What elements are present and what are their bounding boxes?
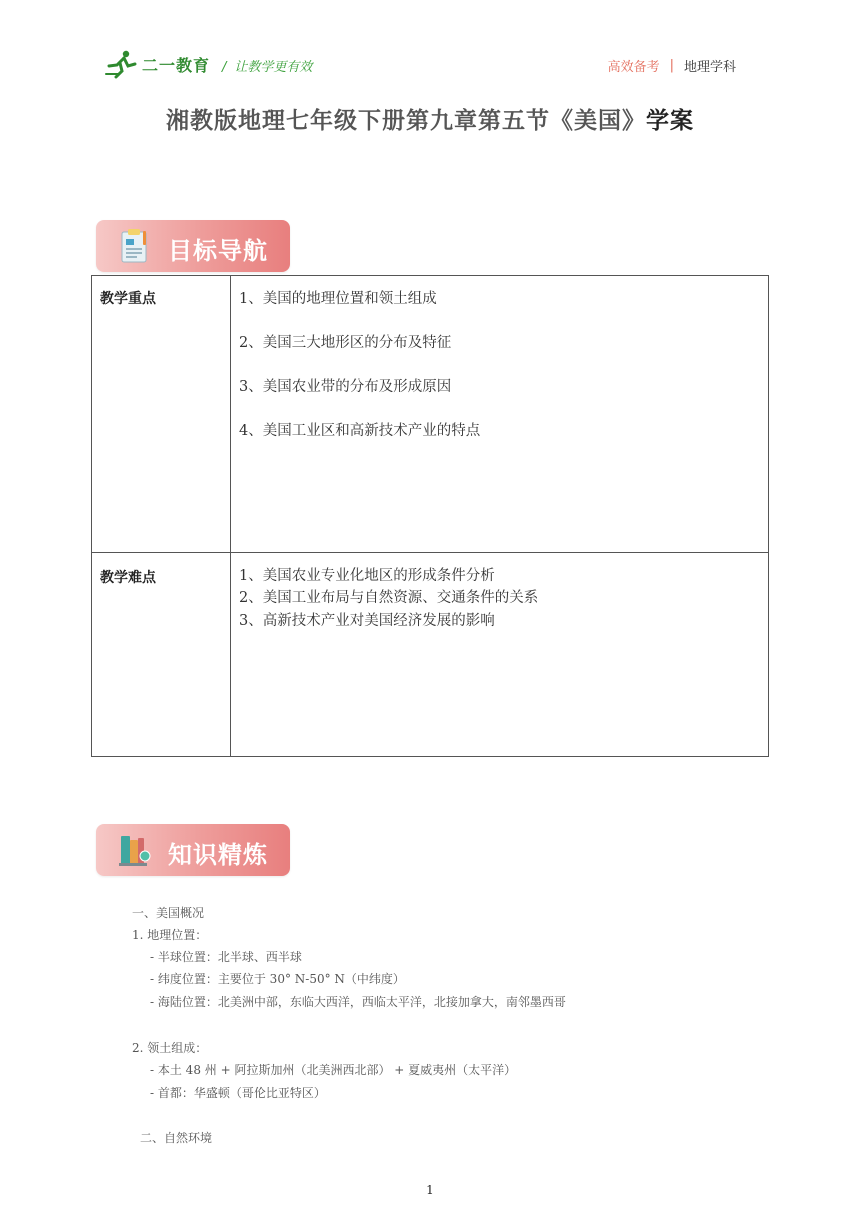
- list-item: - 本土 48 州 + 阿拉斯加州（北美洲西北部） + 夏威夷州（太平洋）: [150, 1063, 517, 1077]
- goals-table: [91, 275, 769, 757]
- slogan-slash: /: [222, 60, 227, 75]
- key-point-item: 3、美国农业带的分布及形成原因: [239, 378, 452, 395]
- books-icon: [116, 832, 152, 868]
- key-point-item: 2、美国三大地形区的分布及特征: [239, 334, 452, 351]
- key-point-item: 4、美国工业区和高新技术产业的特点: [239, 422, 481, 439]
- title-main: 湘教版地理七年级下册第九章第五节《美国》: [166, 108, 646, 134]
- page-number: 1: [426, 1183, 434, 1197]
- subheading-location: 1. 地理位置：: [132, 928, 208, 942]
- difficulty-item: 2、美国工业布局与自然资源、交通条件的关系: [239, 590, 539, 607]
- header-tag-exam: 高效备考: [607, 60, 660, 75]
- logo-text: 二一教育: [142, 55, 211, 75]
- header-right: [608, 56, 736, 75]
- list-item: - 海陆位置：北美洲中部，东临大西洋，西临太平洋，北接加拿大，南邻墨西哥: [150, 995, 566, 1009]
- heading-natural-environment: 二、自然环境: [140, 1131, 213, 1145]
- page-title: [0, 102, 860, 135]
- header-separator: |: [669, 58, 674, 73]
- subheading-territory: 2. 领土组成：: [132, 1041, 208, 1055]
- title-tail: 学案: [646, 108, 694, 134]
- row-head-difficulties: 教学难点: [92, 553, 231, 757]
- table-row: [92, 276, 769, 553]
- list-item: - 半球位置：北半球、西半球: [150, 950, 302, 964]
- brand-logo: [104, 48, 210, 80]
- section-banner-knowledge: [96, 824, 290, 876]
- difficulties-cell: [231, 553, 769, 757]
- key-points-cell: [231, 276, 769, 553]
- heading-overview: 一、美国概况: [132, 906, 205, 920]
- header-tag-subject: 地理学科: [683, 60, 736, 75]
- slogan: [222, 56, 312, 75]
- difficulty-item: 3、高新技术产业对美国经济发展的影响: [239, 612, 495, 629]
- key-point-item: 1、美国的地理位置和领土组成: [239, 291, 437, 307]
- table-row: [92, 553, 769, 757]
- section-banner-goals: [96, 220, 290, 272]
- list-item: - 首都：华盛顿（哥伦比亚特区）: [150, 1086, 326, 1100]
- difficulty-item: 1、美国农业专业化地区的形成条件分析: [239, 568, 495, 584]
- clipboard-icon: [116, 228, 152, 264]
- row-head-key-points: 教学重点: [92, 276, 231, 553]
- section-title-knowledge: 知识精炼: [168, 841, 268, 869]
- slogan-text: 让教学更有效: [234, 60, 313, 75]
- runner-icon: [104, 49, 138, 79]
- list-item: - 纬度位置：主要位于 30° N-50° N（中纬度）: [150, 972, 405, 986]
- section-title-goals: 目标导航: [168, 237, 268, 265]
